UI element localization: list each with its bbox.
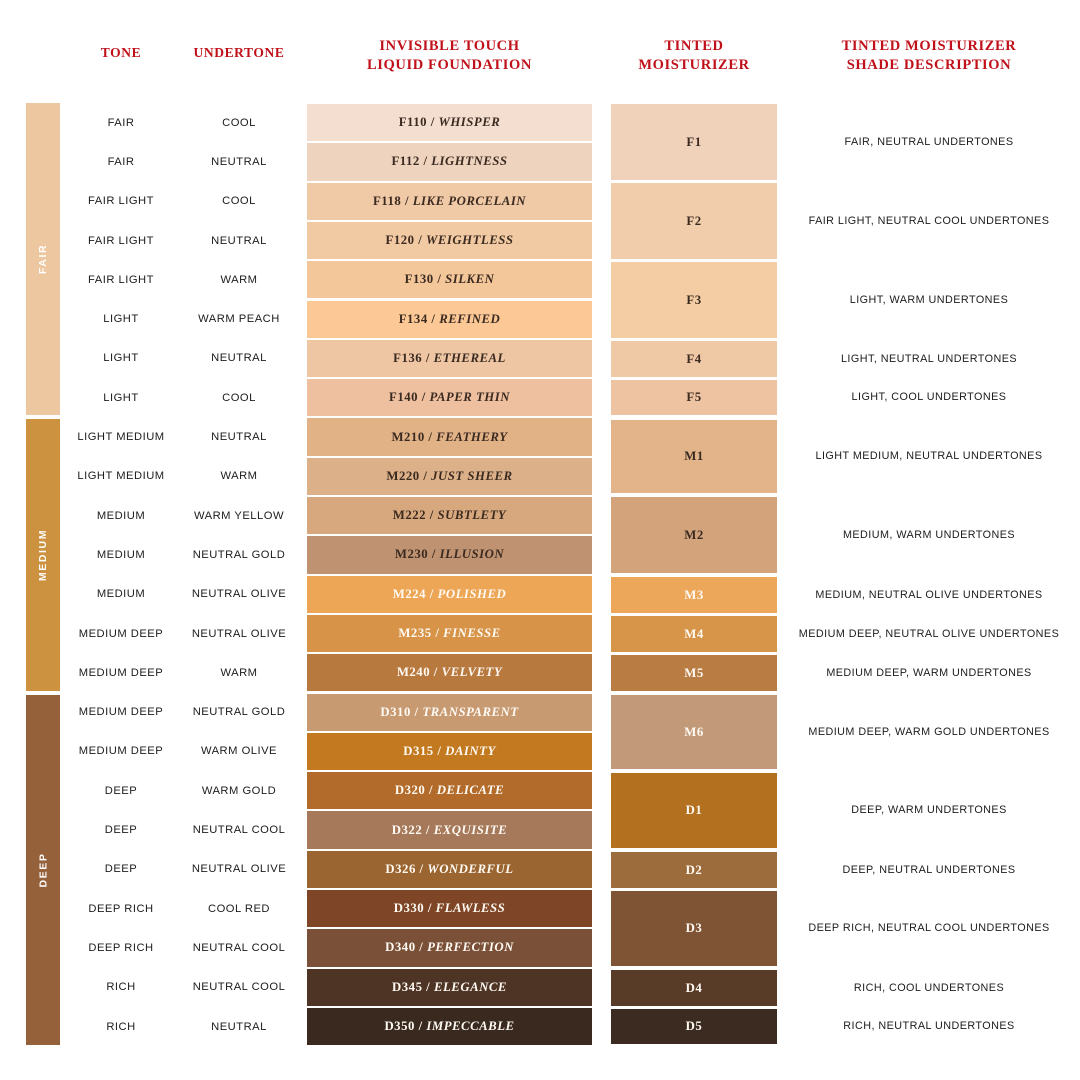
foundation-swatch[interactable] — [307, 654, 592, 691]
separator: / — [419, 154, 432, 169]
separator: / — [433, 743, 446, 758]
tone-cell: MEDIUM — [96, 509, 146, 522]
foundation-shade-name: DELICATE — [436, 783, 505, 798]
tinted-moisturizer-label: M2 — [684, 527, 704, 542]
tone-cell: LIGHT — [103, 391, 139, 404]
foundation-shade-label — [399, 115, 501, 130]
separator: / — [410, 704, 423, 719]
shade-description-cell: LIGHT MEDIUM, NEUTRAL UNDERTONES — [815, 450, 1043, 463]
undertone-cell: WARM — [220, 470, 258, 483]
undertone-cell: NEUTRAL — [211, 234, 267, 247]
group-label — [26, 419, 60, 691]
tone-cell: FAIR LIGHT — [88, 195, 154, 208]
tinted-moisturizer-label: D1 — [685, 803, 703, 817]
undertone-cell: NEUTRAL — [211, 352, 267, 365]
shade-description-cell: MEDIUM, WARM UNDERTONES — [842, 528, 1016, 541]
foundation-shade-name: PERFECTION — [427, 940, 514, 955]
tinted-moisturizer-label: M5 — [684, 665, 704, 680]
undertone-cell: NEUTRAL COOL — [192, 824, 286, 837]
foundation-shade-label — [405, 272, 495, 287]
header-tinted-line1: TINTED — [664, 38, 724, 54]
tone-cell: MEDIUM — [96, 548, 146, 561]
tone-cell: MEDIUM DEEP — [78, 666, 164, 679]
foundation-shade-label — [393, 587, 506, 602]
foundation-shade-name: IMPECCABLE — [426, 1019, 515, 1034]
separator: / — [428, 547, 440, 562]
tone-cell: DEEP — [104, 784, 138, 797]
header-foundation-line1: INVISIBLE TOUCH — [379, 38, 520, 54]
header-desc-line2: SHADE DESCRIPTION — [846, 56, 1012, 73]
tinted-moisturizer-swatch[interactable] — [611, 262, 777, 338]
undertone-cell: NEUTRAL — [211, 1020, 267, 1033]
foundation-shade-name: LIKE PORCELAIN — [412, 193, 527, 208]
foundation-swatch[interactable] — [307, 183, 592, 220]
tone-cell: DEEP — [104, 863, 138, 876]
tinted-moisturizer-swatch[interactable] — [611, 655, 777, 691]
foundation-swatch[interactable] — [307, 1008, 592, 1045]
header-shade-description — [795, 37, 1063, 74]
foundation-shade-code: M224 — [392, 586, 427, 601]
separator: / — [419, 468, 432, 483]
tinted-moisturizer-swatch[interactable] — [611, 1009, 777, 1044]
tone-cell: MEDIUM — [96, 588, 146, 601]
separator: / — [401, 193, 413, 208]
foundation-shade-code: D340 — [385, 940, 416, 955]
foundation-shade-label — [395, 547, 504, 562]
tinted-moisturizer-label: D2 — [685, 862, 703, 877]
foundation-shade-label — [399, 312, 501, 327]
foundation-shade-code: M222 — [392, 508, 427, 523]
foundation-swatch[interactable] — [307, 261, 592, 298]
foundation-shade-label — [380, 705, 518, 720]
separator: / — [424, 901, 436, 916]
foundation-swatch[interactable] — [307, 576, 592, 613]
shade-description-cell: MEDIUM, NEUTRAL OLIVE UNDERTONES — [815, 588, 1043, 601]
tone-cell: FAIR — [107, 116, 135, 129]
tone-cell: DEEP RICH — [88, 941, 154, 954]
foundation-shade-label — [386, 469, 512, 484]
foundation-swatch[interactable] — [307, 772, 592, 809]
foundation-shade-name: JUST SHEER — [431, 468, 513, 483]
foundation-swatch[interactable] — [307, 222, 592, 259]
tone-cell: LIGHT MEDIUM — [77, 431, 165, 444]
separator: / — [422, 350, 434, 365]
separator: / — [433, 272, 446, 287]
shade-description-cell: LIGHT, COOL UNDERTONES — [851, 391, 1007, 404]
header-foundation — [307, 37, 592, 74]
tinted-moisturizer-label: D4 — [685, 980, 703, 995]
undertone-cell: WARM — [220, 666, 258, 679]
foundation-swatch[interactable] — [307, 340, 592, 377]
foundation-shade-name: WHISPER — [438, 115, 501, 130]
undertone-cell: NEUTRAL COOL — [192, 941, 286, 954]
tone-cell: LIGHT — [103, 352, 139, 365]
foundation-shade-code: F120 — [385, 233, 415, 248]
shade-description-cell: FAIR LIGHT, NEUTRAL COOL UNDERTONES — [808, 214, 1050, 227]
foundation-shade-code: D330 — [393, 901, 425, 916]
separator: / — [426, 586, 438, 601]
foundation-shade-label — [385, 940, 514, 955]
foundation-shade-name: WONDERFUL — [427, 861, 514, 876]
foundation-shade-label — [392, 823, 507, 838]
foundation-shade-label — [398, 626, 500, 641]
foundation-shade-code: D326 — [385, 861, 416, 876]
separator: / — [426, 508, 438, 523]
foundation-shade-name: LIGHTNESS — [431, 154, 508, 169]
separator: / — [415, 861, 428, 876]
group-swatch — [26, 695, 60, 1045]
shade-description-cell: RICH, COOL UNDERTONES — [853, 981, 1005, 994]
foundation-shade-code: F112 — [391, 154, 420, 169]
tinted-moisturizer-label: F4 — [686, 351, 702, 366]
foundation-shade-name: ETHEREAL — [433, 350, 506, 365]
foundation-shade-label — [391, 154, 507, 169]
foundation-swatch[interactable] — [307, 418, 592, 455]
foundation-shade-name: FINESSE — [443, 626, 501, 641]
group-label-text: MEDIUM — [37, 528, 49, 582]
shade-description-cell: DEEP, NEUTRAL UNDERTONES — [842, 863, 1016, 876]
foundation-swatch[interactable] — [307, 536, 592, 573]
foundation-swatch[interactable] — [307, 929, 592, 966]
tone-cell: DEEP — [104, 824, 138, 837]
foundation-shade-name: REFINED — [439, 311, 501, 326]
foundation-swatch[interactable] — [307, 379, 592, 416]
shade-description-cell: DEEP RICH, NEUTRAL COOL UNDERTONES — [808, 922, 1050, 935]
shade-description-cell: FAIR, NEUTRAL UNDERTONES — [844, 135, 1014, 148]
undertone-cell: NEUTRAL — [211, 155, 267, 168]
foundation-swatch[interactable] — [307, 694, 592, 731]
tinted-moisturizer-swatch[interactable] — [611, 104, 777, 180]
tone-cell: DEEP RICH — [88, 902, 154, 915]
tinted-moisturizer-label: M1 — [684, 449, 704, 463]
separator: / — [424, 429, 437, 444]
tinted-moisturizer-swatch[interactable] — [611, 341, 777, 377]
tinted-moisturizer-label: F2 — [686, 213, 702, 228]
tinted-moisturizer-label: F3 — [686, 292, 702, 307]
tone-cell: MEDIUM DEEP — [78, 745, 164, 758]
shade-description-cell: LIGHT, WARM UNDERTONES — [849, 293, 1009, 306]
foundation-shade-code: D345 — [392, 979, 423, 994]
tinted-moisturizer-label: M4 — [684, 626, 704, 641]
header-tinted-moisturizer — [611, 37, 777, 74]
foundation-swatch[interactable] — [307, 301, 592, 338]
separator: / — [427, 115, 439, 130]
tinted-moisturizer-label: D5 — [685, 1019, 703, 1033]
undertone-cell: WARM OLIVE — [200, 745, 278, 758]
foundation-shade-label — [393, 508, 506, 523]
undertone-cell: WARM YELLOW — [193, 509, 285, 522]
group-label — [26, 103, 60, 415]
undertone-cell: COOL RED — [207, 902, 271, 915]
foundation-shade-label — [373, 194, 526, 209]
foundation-shade-label — [389, 390, 510, 405]
shade-description-cell: MEDIUM DEEP, NEUTRAL OLIVE UNDERTONES — [798, 627, 1060, 640]
foundation-shade-name: VELVETY — [441, 665, 503, 680]
foundation-swatch[interactable] — [307, 143, 592, 180]
foundation-swatch[interactable] — [307, 497, 592, 534]
group-swatch — [26, 103, 60, 415]
undertone-cell: WARM PEACH — [198, 313, 280, 326]
separator: / — [427, 311, 440, 326]
tinted-moisturizer-swatch[interactable] — [611, 852, 777, 888]
foundation-shade-code: F130 — [404, 272, 434, 287]
tinted-moisturizer-swatch[interactable] — [611, 577, 777, 613]
foundation-shade-name: SILKEN — [445, 272, 495, 287]
foundation-shade-name: FLAWLESS — [435, 901, 506, 916]
tinted-moisturizer-label: F5 — [686, 390, 702, 404]
undertone-cell: NEUTRAL OLIVE — [191, 863, 287, 876]
foundation-shade-code: M235 — [398, 626, 432, 641]
tinted-moisturizer-label: F1 — [686, 134, 702, 149]
tone-cell: RICH — [106, 981, 136, 994]
undertone-cell: COOL — [222, 116, 256, 129]
group-swatch — [26, 419, 60, 691]
tone-cell: MEDIUM DEEP — [78, 627, 164, 640]
tone-cell: MEDIUM DEEP — [78, 706, 164, 719]
foundation-shade-label — [403, 744, 496, 759]
foundation-shade-code: M230 — [394, 547, 429, 562]
header-desc-line1: TINTED MOISTURIZER — [841, 38, 1017, 54]
foundation-shade-name: ELEGANCE — [433, 979, 507, 994]
separator: / — [415, 940, 428, 955]
header-foundation-line2: LIQUID FOUNDATION — [366, 56, 532, 73]
tinted-moisturizer-label: D3 — [685, 921, 703, 935]
tinted-moisturizer-swatch[interactable] — [611, 380, 777, 415]
tone-cell: FAIR — [107, 155, 135, 168]
undertone-cell: COOL — [222, 391, 256, 404]
shade-description-cell: RICH, NEUTRAL UNDERTONES — [843, 1020, 1015, 1033]
undertone-cell: NEUTRAL — [211, 431, 267, 444]
header-tinted-line2: MOISTURIZER — [638, 56, 750, 73]
separator: / — [430, 665, 442, 680]
foundation-shade-label — [391, 430, 507, 445]
tinted-moisturizer-swatch[interactable] — [611, 695, 777, 769]
foundation-shade-code: F136 — [393, 350, 423, 365]
group-label — [26, 695, 60, 1045]
foundation-swatch[interactable] — [307, 615, 592, 652]
tinted-moisturizer-label: M3 — [684, 587, 704, 602]
foundation-shade-code: D350 — [384, 1019, 415, 1034]
foundation-shade-code: F118 — [372, 193, 402, 208]
foundation-shade-name: DAINTY — [445, 743, 496, 758]
tinted-moisturizer-swatch[interactable] — [611, 420, 777, 493]
tone-cell: LIGHT — [103, 313, 139, 326]
group-label-text: FAIR — [36, 243, 49, 275]
tone-cell: LIGHT MEDIUM — [77, 470, 165, 483]
shade-description-cell: MEDIUM DEEP, WARM UNDERTONES — [826, 666, 1032, 679]
foundation-shade-label — [397, 665, 502, 680]
foundation-shade-name: WEIGHTLESS — [425, 233, 514, 248]
undertone-cell: NEUTRAL GOLD — [192, 706, 286, 719]
foundation-shade-label — [395, 783, 504, 798]
shade-description-cell: LIGHT, NEUTRAL UNDERTONES — [840, 352, 1018, 365]
foundation-swatch[interactable] — [307, 104, 592, 141]
foundation-shade-name: SUBTLETY — [437, 508, 507, 523]
foundation-shade-name: EXQUISITE — [433, 822, 508, 837]
undertone-cell: NEUTRAL OLIVE — [191, 588, 287, 601]
tinted-moisturizer-swatch[interactable] — [611, 616, 777, 652]
separator: / — [425, 783, 437, 798]
undertone-cell: COOL — [222, 195, 256, 208]
foundation-shade-label — [385, 862, 513, 877]
foundation-shade-label — [386, 233, 514, 248]
foundation-shade-name: PAPER THIN — [429, 390, 510, 405]
group-label-text: DEEP — [37, 852, 49, 888]
tinted-moisturizer-swatch[interactable] — [611, 773, 777, 848]
foundation-swatch[interactable] — [307, 969, 592, 1006]
foundation-shade-label — [394, 901, 506, 916]
foundation-shade-label — [393, 351, 506, 366]
foundation-swatch[interactable] — [307, 811, 592, 848]
foundation-shade-code: F134 — [398, 311, 428, 326]
undertone-cell: NEUTRAL GOLD — [192, 548, 286, 561]
separator: / — [422, 822, 434, 837]
foundation-shade-code: D315 — [403, 743, 434, 758]
separator: / — [414, 1019, 427, 1034]
header-undertone: UNDERTONE — [193, 45, 285, 60]
separator: / — [431, 626, 444, 641]
foundation-swatch[interactable] — [307, 890, 592, 927]
table-header — [0, 0, 1080, 98]
tinted-moisturizer-swatch[interactable] — [611, 970, 777, 1006]
foundation-shade-code: M220 — [386, 468, 420, 483]
foundation-shade-code: F140 — [389, 390, 419, 405]
foundation-shade-name: FEATHERY — [436, 429, 508, 444]
tone-cell: FAIR LIGHT — [88, 234, 154, 247]
foundation-shade-name: ILLUSION — [439, 547, 505, 562]
foundation-shade-name: TRANSPARENT — [422, 704, 519, 719]
foundation-swatch[interactable] — [307, 851, 592, 888]
foundation-shade-code: D320 — [394, 783, 426, 798]
foundation-shade-label — [392, 980, 507, 995]
separator: / — [418, 390, 430, 405]
foundation-shade-code: M210 — [391, 429, 425, 444]
tone-cell: RICH — [106, 1020, 136, 1033]
foundation-shade-code: M240 — [396, 665, 431, 680]
foundation-shade-code: D310 — [380, 704, 411, 719]
header-tone: TONE — [100, 45, 142, 60]
undertone-cell: WARM — [220, 273, 258, 286]
shade-description-cell: DEEP, WARM UNDERTONES — [851, 804, 1007, 817]
foundation-swatch[interactable] — [307, 458, 592, 495]
separator: / — [414, 233, 426, 248]
undertone-cell: NEUTRAL COOL — [192, 981, 286, 994]
separator: / — [422, 979, 434, 994]
tinted-moisturizer-label: M6 — [684, 724, 704, 739]
undertone-cell: WARM GOLD — [201, 784, 277, 797]
foundation-swatch[interactable] — [307, 733, 592, 770]
shade-description-cell: MEDIUM DEEP, WARM GOLD UNDERTONES — [808, 725, 1050, 738]
tinted-moisturizer-swatch[interactable] — [611, 183, 777, 259]
foundation-shade-code: D322 — [391, 822, 423, 837]
tone-cell: FAIR LIGHT — [88, 273, 154, 286]
tinted-moisturizer-swatch[interactable] — [611, 497, 777, 573]
foundation-shade-label — [384, 1019, 514, 1034]
undertone-cell: NEUTRAL OLIVE — [191, 627, 287, 640]
foundation-shade-name: POLISHED — [437, 586, 507, 601]
foundation-shade-code: F110 — [398, 115, 427, 130]
tinted-moisturizer-swatch[interactable] — [611, 891, 777, 966]
